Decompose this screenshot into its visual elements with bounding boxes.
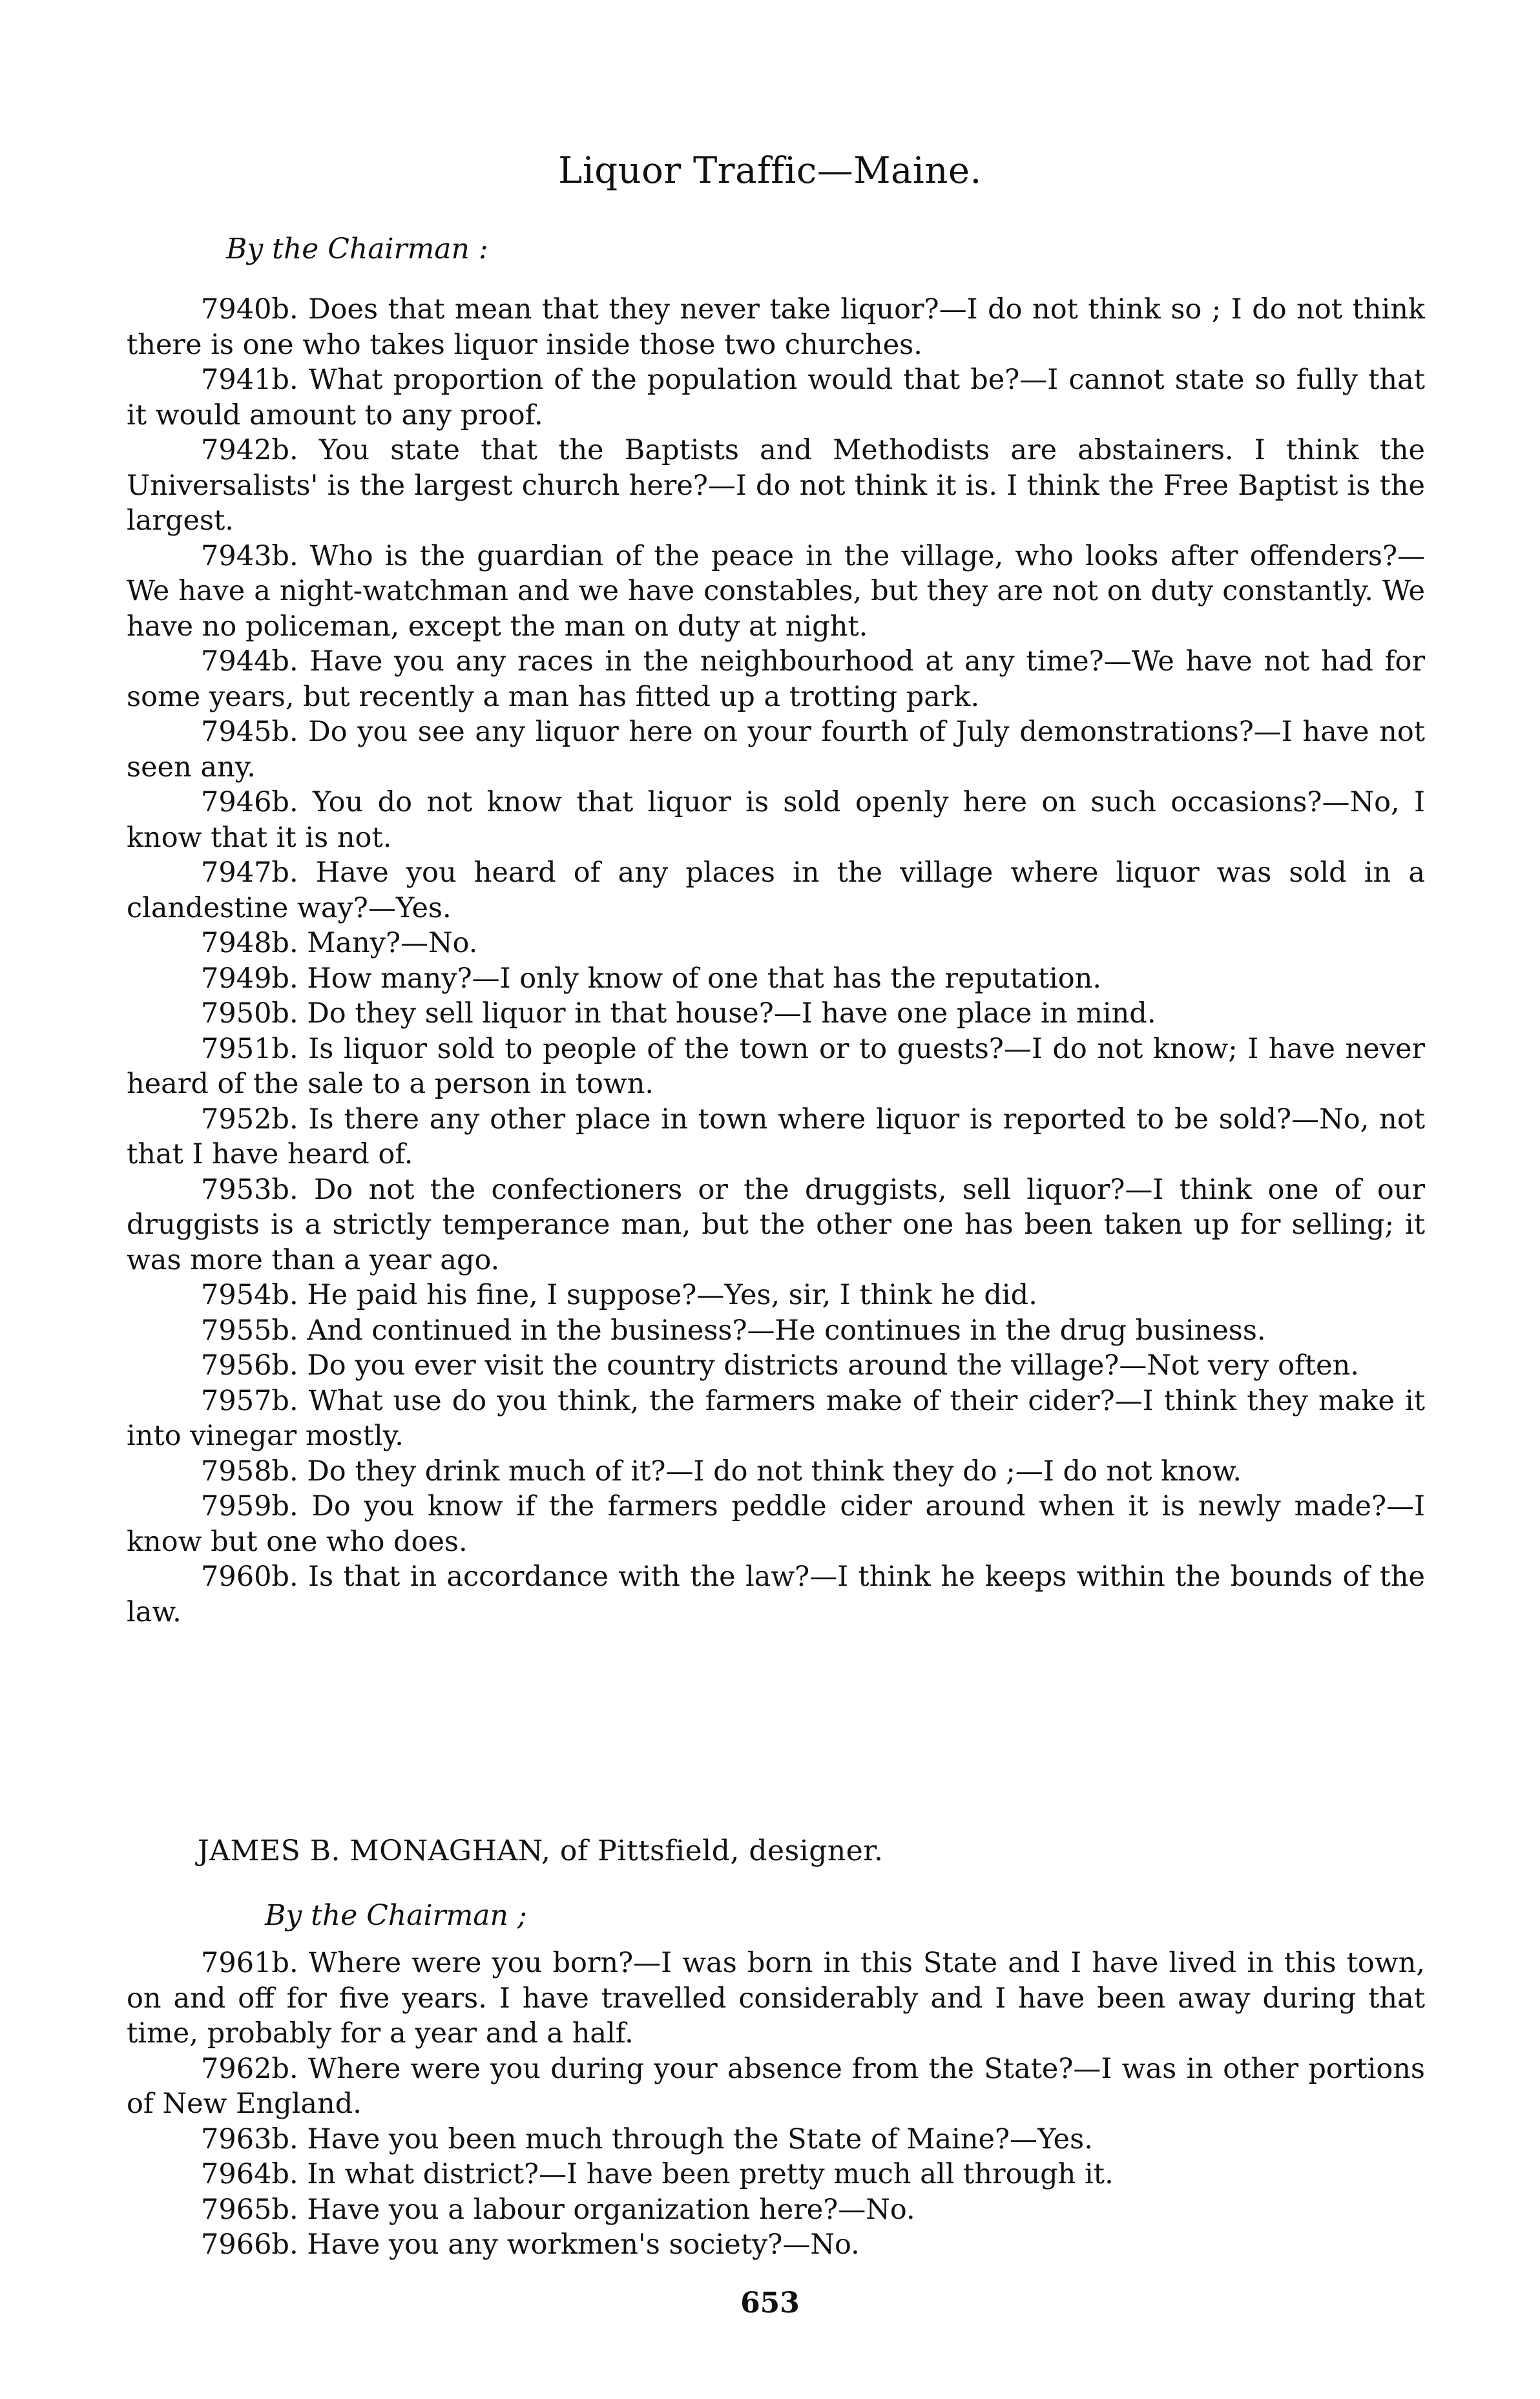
testimony-paragraph (127, 1454, 1425, 1490)
page-number: 653 (740, 2287, 800, 2320)
question-number: 7950b. (201, 997, 298, 1030)
testimony-paragraph (127, 1172, 1425, 1278)
testimony-paragraph (127, 714, 1425, 785)
testimony-paragraph (127, 926, 1425, 961)
testimony-block-1 (127, 292, 1425, 1630)
question-text: Have you a labour organization here?—No. (307, 2193, 915, 2226)
testimony-paragraph (127, 1102, 1425, 1172)
question-text: Have you heard of any places in the village where liquor was sold in a clandestine way?—Yes. (127, 857, 1425, 924)
question-text: Have you been much through the State of Maine?—Yes. (307, 2123, 1093, 2155)
question-text: Where were you during your absence from the State?—I was in other portions of New England. (127, 2052, 1425, 2120)
question-text: Do you see any liquor here on your fourth of July demonstrations?—I have not seen any. (127, 716, 1425, 784)
question-text: What use do you think, the farmers make of their cider?—I think they make it into vinegar mostly. (127, 1384, 1425, 1452)
question-number: 7949b. (201, 962, 298, 995)
question-number: 7945b. (201, 716, 298, 748)
question-text: Does that mean that they never take liquor?—I do not think so ; I do not think there is one who takes liquor inside those two churches. (127, 293, 1425, 361)
testimony-paragraph (127, 2192, 1425, 2228)
question-text: Who is the guardian of the peace in the village, who looks after offenders?—We have a night-watchman and we have constables, but they are not on duty constantly. We have no policeman, except the man on duty at night. (127, 539, 1425, 643)
testimony-paragraph (127, 785, 1425, 855)
question-text: Is that in accordance with the law?—I think he keeps within the bounds of the law. (127, 1561, 1426, 1628)
testimony-paragraph (127, 1946, 1425, 2051)
testimony-paragraph (127, 2227, 1425, 2263)
question-number: 7941b. (201, 364, 298, 396)
question-text: Do they sell liquor in that house?—I have one place in mind. (307, 997, 1156, 1030)
question-number: 7953b. (201, 1173, 298, 1206)
question-number: 7963b. (201, 2123, 298, 2155)
testimony-paragraph (127, 1348, 1425, 1384)
testimony-paragraph (127, 961, 1425, 997)
testimony-paragraph (127, 1489, 1425, 1559)
question-number: 7942b. (201, 434, 298, 466)
witness-heading: JAMES B. MONAGHAN, of Pittsfield, designer. (198, 1834, 884, 1867)
testimony-paragraph (127, 539, 1425, 645)
question-text: In what district?—I have been pretty much all through it. (307, 2158, 1114, 2190)
question-number: 7958b. (201, 1455, 298, 1488)
question-number: 7959b. (201, 1490, 298, 1522)
question-text: What proportion of the population would that be?—I cannot state so fully that it would amount to any proof. (127, 364, 1426, 431)
testimony-block-2 (127, 1946, 1425, 2263)
testimony-paragraph (127, 2157, 1425, 2192)
question-text: Do you know if the farmers peddle cider around when it is newly made?—I know but one who does. (127, 1490, 1426, 1558)
question-text: He paid his fine, I suppose?—Yes, sir, I think he did. (307, 1279, 1037, 1311)
question-number: 7966b. (201, 2228, 298, 2261)
question-number: 7947b. (201, 857, 298, 889)
testimony-paragraph (127, 1384, 1425, 1454)
question-text: Where were you born?—I was born in this State and I have lived in this town, on and off for five years. I have travelled considerably and I have been away during that time, probably for a year and a half. (127, 1947, 1425, 2050)
question-text: Have you any workmen's society?—No. (307, 2228, 860, 2261)
question-number: 7948b. (201, 927, 298, 959)
testimony-paragraph (127, 1278, 1425, 1313)
question-number: 7965b. (201, 2193, 298, 2226)
question-number: 7952b. (201, 1103, 298, 1136)
testimony-paragraph (127, 2122, 1425, 2157)
chairman-byline-2: By the Chairman ; (265, 1899, 527, 1932)
testimony-paragraph (127, 1032, 1425, 1102)
question-number: 7961b. (201, 1947, 298, 1979)
question-text: And continued in the business?—He continues in the drug business. (307, 1314, 1266, 1347)
question-number: 7955b. (201, 1314, 298, 1347)
question-text: Is liquor sold to people of the town or to guests?—I do not know; I have never heard of the sale to a person in town. (127, 1032, 1425, 1100)
question-text: Have you any races in the neighbourhood at any time?—We have not had for some years, but recently a man has fitted up a trotting park. (127, 645, 1425, 713)
question-text: How many?—I only know of one that has the reputation. (307, 962, 1101, 995)
testimony-paragraph (127, 1313, 1425, 1349)
testimony-paragraph (127, 292, 1425, 362)
question-number: 7957b. (201, 1384, 298, 1417)
question-text: Do not the confectioners or the druggists, sell liquor?—I think one of our druggists is a strictly temperance man, but the other one has been taken up for selling; it was more than a year ago. (127, 1173, 1425, 1276)
question-number: 7943b. (201, 539, 298, 572)
question-number: 7956b. (201, 1349, 298, 1382)
testimony-paragraph (127, 996, 1425, 1032)
page-title: Liquor Traffic—Maine. (558, 150, 982, 192)
question-text: Do they drink much of it?—I do not think they do ;—I do not know. (307, 1455, 1242, 1488)
question-text: You state that the Baptists and Methodists are abstainers. I think the Universalists' is the largest church here?—I do not think it is. I think the Free Baptist is the largest. (127, 434, 1425, 537)
question-text: Many?—No. (307, 927, 478, 959)
testimony-paragraph (127, 855, 1425, 926)
question-number: 7940b. (201, 293, 298, 326)
testimony-paragraph (127, 362, 1425, 433)
testimony-paragraph (127, 1559, 1425, 1630)
question-number: 7954b. (201, 1279, 298, 1311)
question-number: 7964b. (201, 2158, 298, 2190)
testimony-paragraph (127, 433, 1425, 539)
chairman-byline: By the Chairman : (226, 233, 488, 265)
question-number: 7944b. (201, 645, 298, 678)
question-number: 7960b. (201, 1561, 298, 1593)
question-number: 7962b. (201, 2052, 298, 2085)
testimony-paragraph (127, 644, 1425, 714)
question-text: Is there any other place in town where liquor is reported to be sold?—No, not that I have heard of. (127, 1103, 1426, 1170)
question-number: 7946b. (201, 786, 298, 818)
question-number: 7951b. (201, 1032, 298, 1065)
question-text: Do you ever visit the country districts around the village?—Not very often. (307, 1349, 1359, 1382)
question-text: You do not know that liquor is sold openly here on such occasions?—No, I know that it is not. (127, 786, 1426, 854)
testimony-paragraph (127, 2051, 1425, 2122)
